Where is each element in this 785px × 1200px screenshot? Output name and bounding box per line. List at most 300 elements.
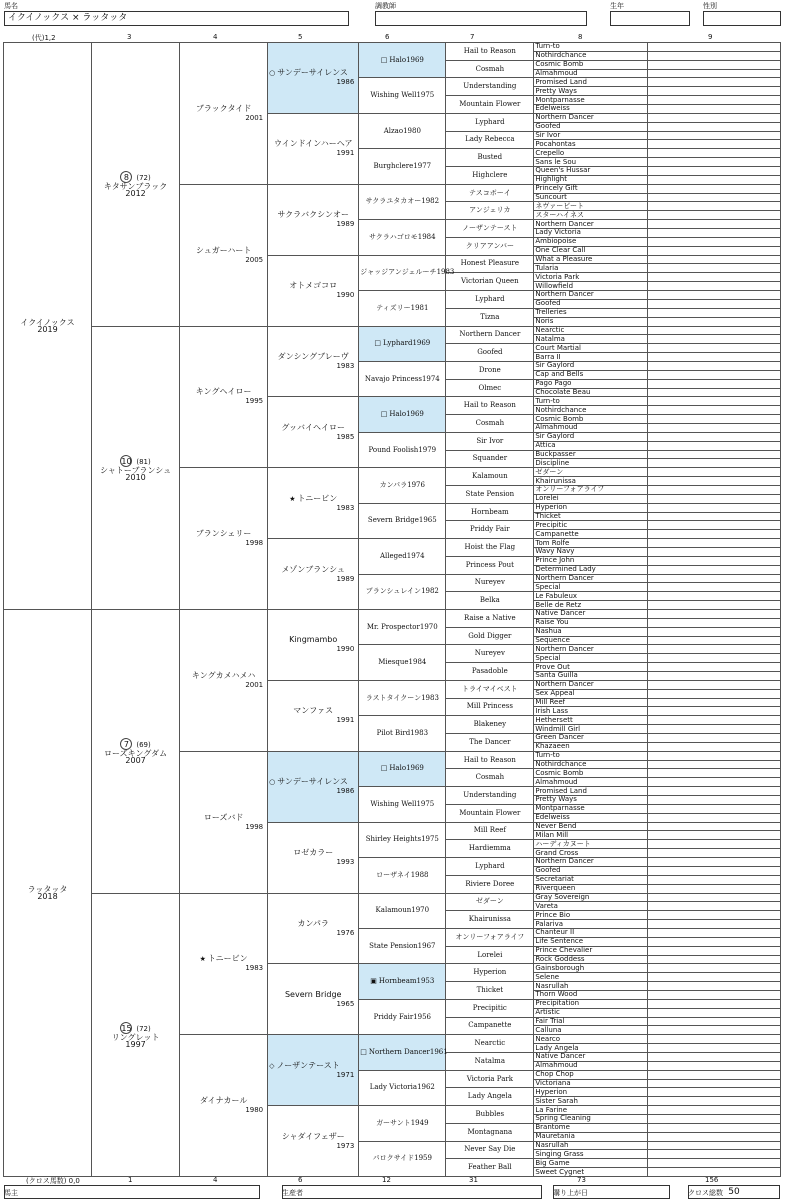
- gen7-cell: Le Fabuleux: [534, 592, 648, 601]
- breeder-field[interactable]: [282, 1185, 542, 1199]
- gen7-cell: Selene: [534, 973, 648, 982]
- horse-name-text: ダンシングブレーヴ: [277, 351, 349, 361]
- gen6-cell: Highclere: [446, 167, 534, 185]
- horse-name-text: ウインドインハーヘア: [273, 139, 353, 149]
- horse-name: [365, 375, 422, 383]
- gen7-cell: Turn-to: [534, 751, 648, 760]
- gen8-cell: [648, 69, 781, 78]
- horse-name-text: Northern Dancer: [368, 1047, 430, 1056]
- gen8-cell: [648, 760, 781, 769]
- horse-name: キタサンブラック: [103, 182, 168, 192]
- birth-year: 1949: [410, 1118, 429, 1127]
- gen7-cell: Native Dancer: [534, 1052, 648, 1061]
- gen7-cell: Palariva: [534, 920, 648, 929]
- gen7-cell: Queen's Hussar: [534, 167, 648, 176]
- gen8-cell: [648, 645, 781, 654]
- horse-name: [376, 304, 410, 312]
- gen7-cell: Lady Victoria: [534, 229, 648, 238]
- birth-year: 2007: [125, 756, 146, 766]
- gen8-cell: [648, 1044, 781, 1053]
- gen7-cell: Nearctic: [534, 326, 648, 335]
- gen6-cell: Cosmah: [446, 60, 534, 78]
- gen6-cell: Hoist the Flag: [446, 539, 534, 557]
- gen8-cell: [648, 158, 781, 167]
- gen8-cell: [648, 672, 781, 681]
- gen7-cell: Cosmic Bomb: [534, 415, 648, 424]
- birth-year: 1997: [125, 1039, 146, 1049]
- horse-name: [369, 942, 418, 950]
- gen7-cell: Almahmoud: [534, 423, 648, 432]
- gen5-cell: [359, 539, 446, 574]
- gen7-cell: One Clear Call: [534, 246, 648, 255]
- gen8-cell: [648, 937, 781, 946]
- gen6-cell: Mill Princess: [446, 698, 534, 716]
- gen8-cell: [648, 122, 781, 131]
- gen7-cell: Thicket: [534, 512, 648, 521]
- birth-year: 1969: [412, 339, 431, 348]
- gen3-cell: [180, 468, 268, 610]
- gen7-cell: Northern Dancer: [534, 680, 648, 689]
- gen7-cell: Noris: [534, 317, 648, 326]
- gen4-cell: [268, 680, 359, 751]
- gen8-cell: [648, 849, 781, 858]
- cross-mark-icon: □: [380, 410, 388, 419]
- gen7-cell: Calluna: [534, 1026, 648, 1035]
- gen7-cell: Chop Chop: [534, 1070, 648, 1079]
- gen8-cell: [648, 769, 781, 778]
- gen7-cell: Secretariat: [534, 875, 648, 884]
- gen4-cell: [268, 751, 359, 822]
- gen6-cell: Mountain Flower: [446, 96, 534, 114]
- gen8-cell: [648, 317, 781, 326]
- horse-name: [269, 352, 357, 362]
- horse-name-text: シャダイフェザー: [281, 1131, 345, 1141]
- gen7-cell: Cosmic Bomb: [534, 769, 648, 778]
- gen6-cell: Sir Ivor: [446, 432, 534, 450]
- gen7-cell: Raise You: [534, 618, 648, 627]
- gen7-cell: Prove Out: [534, 663, 648, 672]
- gen8-cell: [648, 1017, 781, 1026]
- cross-count-label-6: 12: [382, 1176, 391, 1184]
- gen8-cell: [648, 477, 781, 486]
- gen7-cell: La Farine: [534, 1106, 648, 1115]
- horse-name: [269, 494, 357, 504]
- horse-name: [374, 339, 412, 347]
- gen6-cell: Hail to Reason: [446, 397, 534, 415]
- horse-name-text: Kingmambo: [289, 635, 338, 645]
- horse-name-text: カンパラ: [379, 480, 408, 489]
- horse-name: [376, 1119, 411, 1127]
- horse-name: [269, 990, 357, 1000]
- horse-name: [269, 919, 357, 929]
- gen7-cell: Precipitic: [534, 521, 648, 530]
- gen4-cell: [268, 964, 359, 1035]
- cross-mark-icon: □: [380, 764, 388, 773]
- gen8-cell: [648, 379, 781, 388]
- gen7-cell: Northern Dancer: [534, 113, 648, 122]
- gen5-cell: [359, 893, 446, 928]
- gen7-cell: Sir Ivor: [534, 131, 648, 140]
- horse-name-text: Shirley Heights: [365, 835, 422, 844]
- birth-year: 2018: [37, 892, 58, 901]
- gen6-cell: Hardiemma: [446, 840, 534, 858]
- gen6-cell: Victoria Park: [446, 1070, 534, 1088]
- gen7-cell: Attica: [534, 441, 648, 450]
- gen7-cell: Belle de Retz: [534, 601, 648, 610]
- horse-name-text: ノーザンテースト: [276, 1060, 340, 1070]
- horse-name-text: Lady Victoria: [369, 1083, 418, 1092]
- gen6-cell: State Pension: [446, 485, 534, 503]
- cross-count-label-8: 73: [577, 1176, 586, 1184]
- sire-dam-cell: [4, 610, 92, 1177]
- gen4-cell: [268, 326, 359, 397]
- horse-name: [269, 281, 357, 291]
- gen7-cell: Victoriana: [534, 1079, 648, 1088]
- gen8-cell: [648, 237, 781, 246]
- gen8-cell: [648, 875, 781, 884]
- horse-name: [376, 871, 411, 879]
- horse-name: [367, 623, 420, 631]
- gen6-cell: クリアアンバー: [446, 237, 534, 255]
- gen5-cell: [359, 1141, 446, 1176]
- horse-name-text: Hornbeam: [378, 977, 417, 986]
- gen5-cell: [359, 822, 446, 857]
- gen6-cell: ゼダーン: [446, 893, 534, 911]
- horse-name-text: パロクサイド: [372, 1154, 415, 1163]
- horse-name-text: トニービン: [297, 493, 338, 503]
- horse-name: [370, 977, 416, 985]
- gen4-cell: [268, 43, 359, 114]
- owner-field[interactable]: [4, 1185, 260, 1199]
- birth-year: 1981: [410, 303, 429, 312]
- gen7-cell: Green Dancer: [534, 734, 648, 743]
- gen8-cell: [648, 149, 781, 158]
- sex-field[interactable]: [703, 11, 781, 26]
- gen7-cell: Edelweiss: [534, 105, 648, 114]
- gen8-cell: [648, 707, 781, 716]
- sale-date-field[interactable]: [553, 1185, 670, 1199]
- gen7-cell: Northern Dancer: [534, 291, 648, 300]
- gen7-cell: Nothirdchance: [534, 406, 648, 415]
- birth-year: 1983: [336, 503, 355, 512]
- gen7-cell: Nasrullah: [534, 1141, 648, 1150]
- gen8-cell: [648, 1159, 781, 1168]
- horse-name: リングレット: [111, 1032, 160, 1042]
- gen3-cell: [180, 326, 268, 468]
- gen6-cell: Busted: [446, 149, 534, 167]
- frame-number-badge: 15: [121, 1023, 132, 1033]
- horse-name-text: サクラハゴロモ: [369, 232, 418, 241]
- gen3-cell: [180, 184, 268, 326]
- gen8-cell: [648, 255, 781, 264]
- birth-year: 1975: [421, 835, 439, 844]
- gen7-cell: Hyperion: [534, 503, 648, 512]
- horse-name-text: キングカメハメハ: [191, 670, 256, 680]
- gen8-cell: [648, 742, 781, 751]
- birth-year: 1970: [411, 906, 430, 915]
- gen-header-3: 3: [127, 33, 132, 41]
- birth-year: 1953: [416, 977, 435, 986]
- gen7-cell: Court Martial: [534, 344, 648, 353]
- gen7-cell: Khazaeen: [534, 742, 648, 751]
- gen6-cell: Campanette: [446, 1017, 534, 1035]
- gen6-cell: Belka: [446, 592, 534, 610]
- birth-year: 1984: [408, 658, 427, 667]
- trainer-field[interactable]: [375, 11, 587, 26]
- birth-year: 1975: [416, 91, 435, 100]
- gen8-cell: [648, 175, 781, 184]
- horse-name-text: イクイノックス: [20, 318, 75, 327]
- gen8-cell: [648, 698, 781, 707]
- gen8-cell: [648, 140, 781, 149]
- horse-name-text: Kalamoun: [375, 906, 412, 915]
- horse-name: [366, 694, 421, 702]
- sex-label: 性別: [703, 2, 717, 10]
- gen8-cell: [648, 734, 781, 743]
- gen7-cell: Turn-to: [534, 397, 648, 406]
- gen7-cell: Nashua: [534, 627, 648, 636]
- gen7-cell: Wavy Navy: [534, 547, 648, 556]
- gen7-cell: Discipline: [534, 459, 648, 468]
- gen2-cell: [92, 326, 180, 610]
- birth-year: 1983: [436, 268, 455, 277]
- gen7-cell: Almahmoud: [534, 1061, 648, 1070]
- horse-name-text: Pilot Bird: [376, 729, 411, 738]
- cross-mark-icon: ★: [289, 494, 296, 503]
- horse-label: 馬名: [4, 2, 18, 10]
- gen6-cell: Mill Reef: [446, 822, 534, 840]
- gen8-cell: [648, 113, 781, 122]
- horse-name: [269, 139, 357, 149]
- gen-header-9: 9: [708, 33, 713, 41]
- gen7-cell: Prince John: [534, 556, 648, 565]
- gen5-cell: [359, 787, 446, 822]
- gen6-cell: Thicket: [446, 982, 534, 1000]
- gen7-cell: Gray Sovereign: [534, 893, 648, 902]
- gen8-cell: [648, 964, 781, 973]
- birth-year: 1998: [245, 822, 264, 831]
- cross-count-label-9: 156: [705, 1176, 719, 1184]
- birth-year: 1969: [406, 764, 424, 773]
- gen6-cell: オンリーフォアライフ: [446, 928, 534, 946]
- birth-year: 1989: [336, 574, 355, 583]
- gen7-cell: Buckpasser: [534, 450, 648, 459]
- gen6-cell: Blakeney: [446, 716, 534, 734]
- horse-name: [181, 104, 266, 114]
- birth-year: 1979: [418, 445, 437, 454]
- horse-name-text: Alzao: [383, 126, 404, 135]
- horse-name-text: Priddy Fair: [373, 1012, 414, 1021]
- gen3-cell: [180, 1035, 268, 1177]
- gen8-cell: [648, 60, 781, 69]
- gen4-cell: [268, 1106, 359, 1177]
- gen7-cell: Precipitation: [534, 999, 648, 1008]
- gen4-cell: [268, 397, 359, 468]
- gen8-cell: [648, 361, 781, 370]
- horse-name-text: ブラックタイド: [195, 103, 252, 113]
- gen7-cell: Highlight: [534, 175, 648, 184]
- gen5-cell: [359, 503, 446, 538]
- gen8-cell: [648, 804, 781, 813]
- horse-name-text: ジャッジアンジェルーチ: [360, 268, 437, 277]
- gen6-cell: Montagnana: [446, 1123, 534, 1141]
- gen7-cell: Riverqueen: [534, 884, 648, 893]
- birth-year: 1976: [336, 928, 355, 937]
- horse-name-text: サクラバクシンオー: [277, 210, 349, 220]
- cross-mark-icon: ▣: [370, 977, 377, 986]
- gen8-cell: [648, 751, 781, 760]
- gen8-cell: [648, 680, 781, 689]
- horse-name-field[interactable]: イクイノックス × ラッタッタ: [4, 11, 349, 26]
- gen8-cell: [648, 1150, 781, 1159]
- gen-header-7: 7: [470, 33, 475, 41]
- gen7-cell: Natalma: [534, 335, 648, 344]
- gen7-cell: Grand Cross: [534, 849, 648, 858]
- birth-year: 1974: [406, 551, 425, 560]
- horse-name: [366, 587, 421, 595]
- cross-mark-icon: ○: [269, 778, 276, 787]
- horse-name: [181, 1096, 266, 1106]
- gen7-cell: オンリーフォアライフ: [534, 485, 648, 494]
- gen7-cell: Goofed: [534, 122, 648, 131]
- frame-number-badge: 10: [121, 456, 132, 466]
- birth-year: 1993: [336, 858, 355, 867]
- horse-name-text: トニービン: [207, 954, 248, 964]
- gen7-cell: Special: [534, 583, 648, 592]
- gen6-cell: Cosmah: [446, 769, 534, 787]
- gen2-cell: [92, 43, 180, 327]
- gen7-cell: Willowfield: [534, 282, 648, 291]
- birth-year: 1969: [406, 55, 424, 64]
- horse-name: [378, 658, 408, 666]
- gen7-cell: Barra II: [534, 353, 648, 362]
- birth-year: 1982: [421, 587, 439, 596]
- birthyear-field[interactable]: [610, 11, 690, 26]
- horse-name: [369, 233, 418, 241]
- horse-name: [368, 446, 418, 454]
- gen6-cell: Lorelei: [446, 946, 534, 964]
- gen6-cell: Hornbeam: [446, 503, 534, 521]
- gen5-cell: [359, 1035, 446, 1070]
- horse-name-text: オトメゴコロ: [289, 281, 338, 291]
- cross-rate: (81): [136, 457, 151, 466]
- horse-name-text: グッバイヘイロー: [281, 422, 346, 432]
- gen7-cell: Montparnasse: [534, 96, 648, 105]
- frame-number-badge: 7: [120, 738, 132, 750]
- horse-name-text: ラストタイクーン: [365, 693, 422, 702]
- horse-name-text: ローズバド: [203, 812, 244, 822]
- gen8-cell: [648, 43, 781, 52]
- gen8-cell: [648, 946, 781, 955]
- gen7-cell: Santa Guilla: [534, 672, 648, 681]
- gen5-cell: [359, 184, 446, 219]
- gen7-cell: Goofed: [534, 299, 648, 308]
- gen-header-1: (代)1,2: [32, 34, 56, 42]
- gen8-cell: [648, 902, 781, 911]
- gen6-cell: Nureyev: [446, 574, 534, 592]
- cross-count-label-7: 31: [469, 1176, 478, 1184]
- sire-dam-cell: [4, 43, 92, 610]
- horse-name: [269, 1061, 357, 1071]
- gen7-cell: Big Game: [534, 1159, 648, 1168]
- gen8-cell: [648, 1035, 781, 1044]
- gen7-cell: What a Pleasure: [534, 255, 648, 264]
- gen4-cell: [268, 539, 359, 610]
- gen5-cell: [359, 361, 446, 396]
- birth-year: 1984: [417, 232, 436, 241]
- gen7-cell: Artistic: [534, 1008, 648, 1017]
- horse-name: [370, 800, 416, 808]
- birth-year: 2005: [245, 255, 264, 264]
- gen8-cell: [648, 193, 781, 202]
- horse-name-text: サクラユタカオー: [365, 197, 422, 206]
- gen7-cell: スターハイネス: [534, 211, 648, 220]
- gen7-cell: Irish Lass: [534, 707, 648, 716]
- gen8-cell: [648, 370, 781, 379]
- birth-year: 1998: [245, 539, 264, 548]
- gen7-cell: Sequence: [534, 636, 648, 645]
- horse-name: [373, 1154, 415, 1162]
- gen8-cell: [648, 831, 781, 840]
- birth-year: 1976: [407, 480, 425, 489]
- gen6-cell: Precipitic: [446, 999, 534, 1017]
- gen6-cell: Lyphard: [446, 291, 534, 309]
- gen7-cell: Cosmic Bomb: [534, 60, 648, 69]
- gen6-cell: Lady Angela: [446, 1088, 534, 1106]
- gen6-cell: Lady Rebecca: [446, 131, 534, 149]
- gen8-cell: [648, 1132, 781, 1141]
- gen8-cell: [648, 866, 781, 875]
- horse-name-text: ガーサント: [376, 1118, 411, 1127]
- gen8-cell: [648, 1097, 781, 1106]
- gen7-cell: Cap and Bells: [534, 370, 648, 379]
- gen-header-5: 5: [298, 33, 303, 41]
- owner-label: 馬主: [4, 1189, 18, 1197]
- gen-header-8: 8: [578, 33, 583, 41]
- gen7-cell: Hyperion: [534, 1088, 648, 1097]
- horse-name: [377, 729, 411, 737]
- gen8-cell: [648, 893, 781, 902]
- gen8-cell: [648, 973, 781, 982]
- horse-name: [181, 387, 266, 397]
- gen8-cell: [648, 990, 781, 999]
- birth-year: 1989: [336, 220, 355, 229]
- cross-count-label-3: 1: [128, 1176, 133, 1184]
- gen7-cell: Nothirdchance: [534, 51, 648, 60]
- gen6-cell: Khairunissa: [446, 911, 534, 929]
- gen6-cell: Olmec: [446, 379, 534, 397]
- horse-name-text: Miesque: [378, 658, 409, 667]
- horse-name-text: Pound Foolish: [368, 445, 419, 454]
- horse-name: [360, 1048, 430, 1056]
- gen7-cell: Never Bend: [534, 822, 648, 831]
- gen6-cell: Nearctic: [446, 1035, 534, 1053]
- gen8-cell: [648, 397, 781, 406]
- gen6-cell: Victorian Queen: [446, 273, 534, 291]
- gen7-cell: Promised Land: [534, 787, 648, 796]
- gen3-cell: [180, 610, 268, 752]
- gen8-cell: [648, 432, 781, 441]
- gen6-cell: トライマイベスト: [446, 680, 534, 698]
- cross-mark-icon: □: [380, 55, 388, 64]
- gen7-cell: Nasrullah: [534, 982, 648, 991]
- gen2-cell: [92, 610, 180, 894]
- pedigree-grid: [3, 42, 781, 1177]
- gen5-cell: [359, 716, 446, 751]
- birth-year: 1965: [336, 999, 355, 1008]
- gen4-cell: [268, 610, 359, 681]
- gen6-cell: The Dancer: [446, 734, 534, 752]
